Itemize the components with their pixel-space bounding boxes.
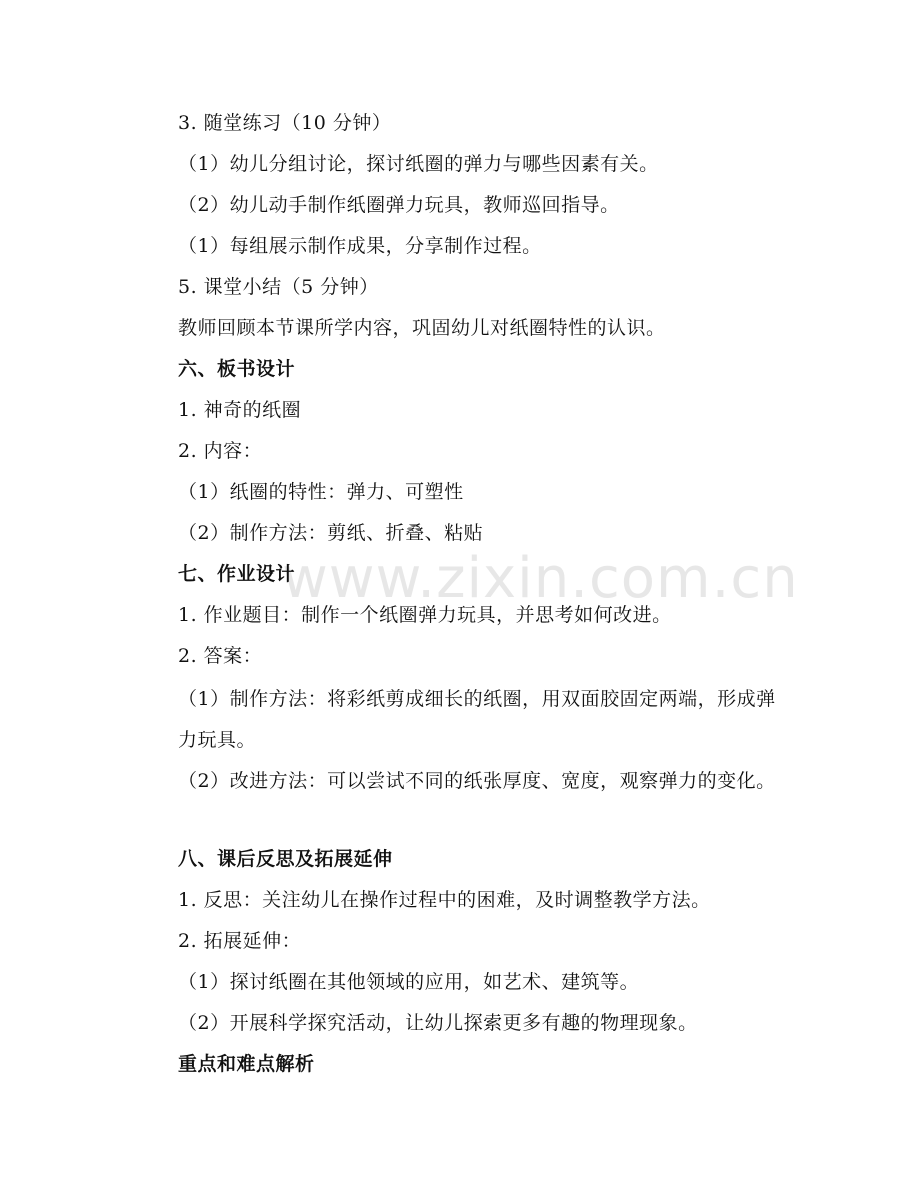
extension-subitem-2: （2）开展科学探究活动，让幼儿探索更多有趣的物理现象。	[178, 1012, 698, 1034]
practice-item-2: （2）幼儿动手制作纸圈弹力玩具，教师巡回指导。	[178, 194, 620, 216]
reflection-item-2: 2. 拓展延伸：	[178, 930, 302, 952]
board-subitem-2: （2）制作方法：剪纸、折叠、粘贴	[178, 522, 484, 544]
board-item-2: 2. 内容：	[178, 440, 263, 462]
section-heading-key-points: 重点和难点解析	[178, 1053, 315, 1075]
section-heading-6: 六、板书设计	[178, 358, 296, 380]
homework-item-2: 2. 答案：	[178, 645, 263, 667]
practice-item-1: （1）幼儿分组讨论，探讨纸圈的弹力与哪些因素有关。	[178, 153, 659, 175]
step-5-summary: 5. 课堂小结（5 分钟）	[178, 276, 379, 298]
answer-paragraph-2-text: （2）改进方法：可以尝试不同的纸张厚度、宽度，观察弹力的变化。	[178, 770, 776, 792]
summary-text: 教师回顾本节课所学内容，巩固幼儿对纸圈特性的认识。	[178, 317, 666, 339]
section-heading-7: 七、作业设计	[178, 563, 296, 585]
extension-subitem-1: （1）探讨纸圈在其他领域的应用，如艺术、建筑等。	[178, 971, 640, 993]
answer-paragraph-1	[178, 679, 778, 761]
reflection-item-1: 1. 反思：关注幼儿在操作过程中的困难，及时调整教学方法。	[178, 889, 711, 911]
step-3-practice: 3. 随堂练习（10 分钟）	[178, 112, 392, 134]
practice-item-3: （1）每组展示制作成果，分享制作过程。	[178, 235, 542, 257]
section-heading-8: 八、课后反思及拓展延伸	[178, 848, 393, 870]
answer-paragraph-2	[178, 761, 778, 802]
homework-item-1: 1. 作业题目：制作一个纸圈弹力玩具，并思考如何改进。	[178, 604, 672, 626]
board-item-1: 1. 神奇的纸圈	[178, 399, 302, 421]
answer-paragraph-1-text: （1）制作方法：将彩纸剪成细长的纸圈，用双面胶固定两端，形成弹力玩具。	[178, 688, 776, 751]
watermark: www.zixin.com.cn	[282, 546, 799, 611]
board-subitem-1: （1）纸圈的特性：弹力、可塑性	[178, 481, 464, 503]
